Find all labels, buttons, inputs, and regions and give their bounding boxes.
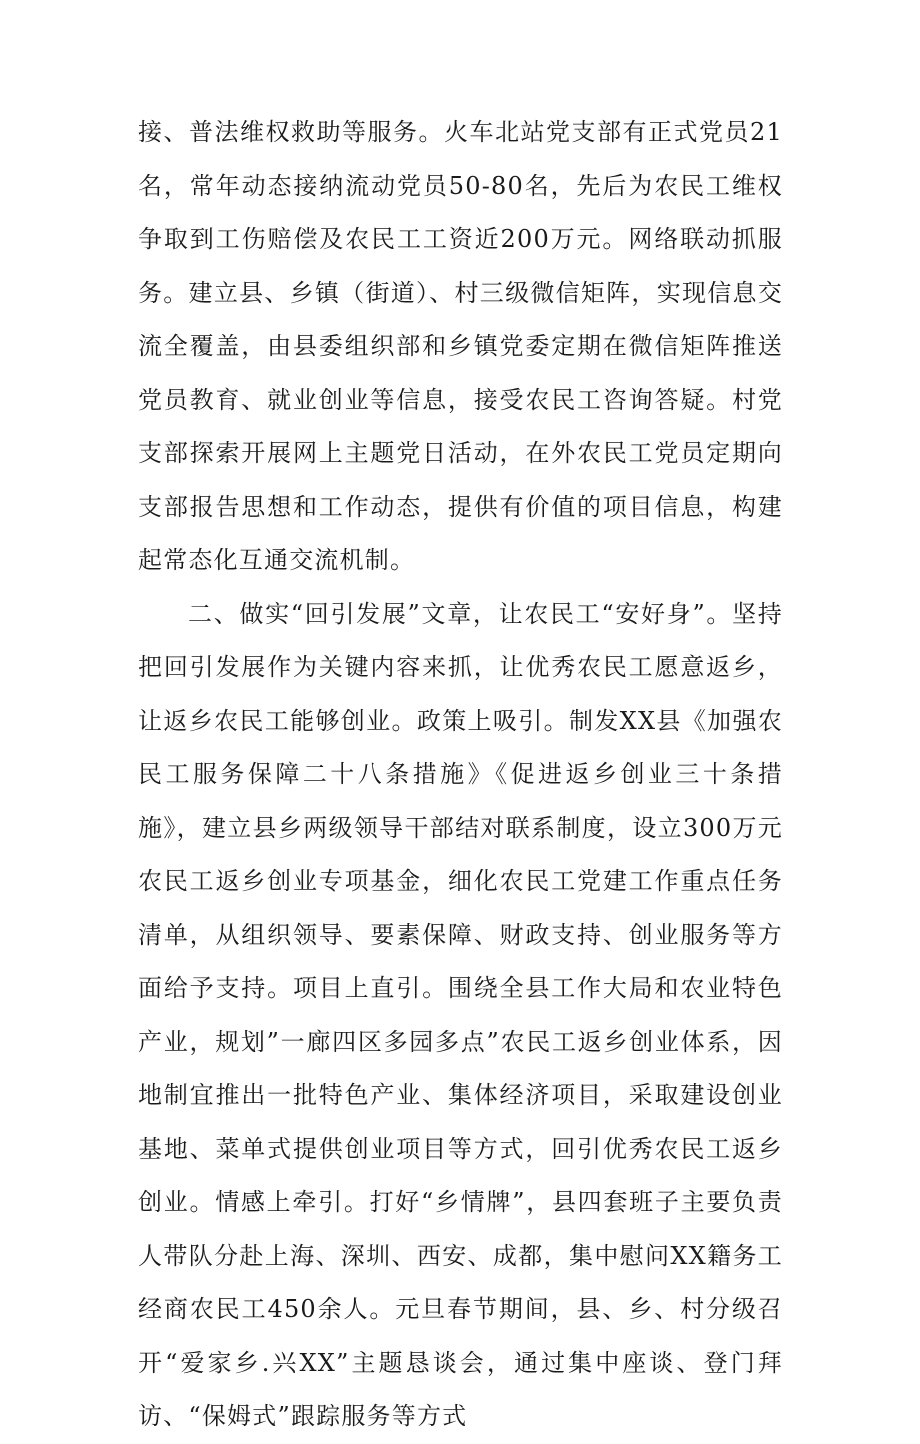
- document-body: [138, 106, 783, 1444]
- paragraph-return-development: 二、做实“回引发展”文章，让农民工“安好身”。坚持把回引发展作为关键内容来抓，让优秀农民工愿意返乡，让返乡农民工能够创业。政策上吸引。制发XX县《加强农民工服务保障二十八条措施》《促进返乡创业三十条措施》，建立县乡两级领导干部结对联系制度，设立300万元农民工返乡创业专项基金，细化农民工党建工作重点任务清单，从组织领导、要素保障、财政支持、创业服务等方面给予支持。项目上直引。围绕全县工作大局和农业特色产业，规划”一廊四区多园多点”农民工返乡创业体系，因地制宜推出一批特色产业、集体经济项目，采取建设创业基地、菜单式提供创业项目等方式，回引优秀农民工返乡创业。情感上牵引。打好“乡情牌”，县四套班子主要负责人带队分赴上海、深圳、西安、成都，集中慰问XX籍务工经商农民工450余人。元旦春节期间，县、乡、村分级召开“爱家乡.兴XX”主题恳谈会，通过集中座谈、登门拜访、“保姆式”跟踪服务等方式: [138, 599, 783, 1430]
- paragraph-network-services: 接、普法维权救助等服务。火车北站党支部有正式党员21名，常年动态接纳流动党员50-80名，先后为农民工维权争取到工伤赔偿及农民工工资近200万元。网络联动抓服务。建立县、乡镇（街道）、村三级微信矩阵，实现信息交流全覆盖，由县委组织部和乡镇党委定期在微信矩阵推送党员教育、就业创业等信息，接受农民工咨询答疑。村党支部探索开展网上主题党日活动，在外农民工党员定期向支部报告思想和工作动态，提供有价值的项目信息，构建起常态化互通交流机制。: [138, 118, 783, 574]
